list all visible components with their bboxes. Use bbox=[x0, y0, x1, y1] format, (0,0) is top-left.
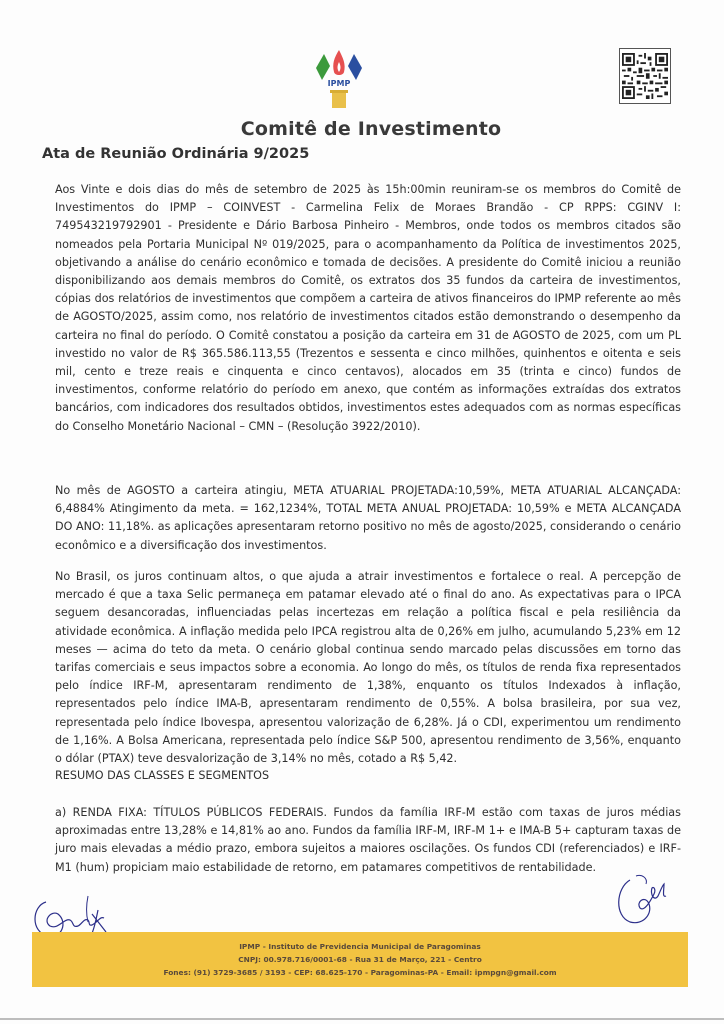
ipmp-torch-logo-icon bbox=[312, 48, 366, 110]
page-title: Comitê de Investimento bbox=[240, 118, 502, 140]
footer-cnpj-address: CNPJ: 00.978.716/0001-68 - Rua 31 de Março, 221 - Centro bbox=[238, 955, 482, 964]
paragraph-fixed-income: a) RENDA FIXA: TÍTULOS PÚBLICOS FEDERAIS. Fundos da família IRF-M estão com taxas de juros médias aproximadas entre 13,28% e 14,81% ao ano. Fundos da família IRF-M, IRF-M 1+ e IMA-B 5+ capturam taxas de juro mais elevadas a médio prazo, embora sujeitos a maiores oscilações. Os fundos CDI (referenciados) e IRF-M1 (hum) propiciam maio estabilidade de retorno, em patamares competitivos de rentabilidade. bbox=[55, 806, 681, 874]
paragraph-goal-results: No mês de AGOSTO a carteira atingiu, META ATUARIAL PROJETADA:10,59%, META ATUARIAL ALCANÇADA: 6,4884% Atingimento da meta. = 162,1234%, TOTAL META ANUAL PROJETADA: 10,59% e META ALCANÇADA DO ANO: 11,18%. as aplicações apresentaram retorno positivo no mês de agosto/2025, considerando o cenário econômico e a diversificação dos investimentos. bbox=[55, 484, 681, 552]
paragraph-economic-scenario: No Brasil, os juros continuam altos, o que ajuda a atrair investimentos e fortalece o real. A percepção de mercado é que a taxa Selic permaneça em patamar elevado até o final do ano. As expectativas para o IPCA seguem desancoradas, influenciadas pelas incertezas em relação a política fiscal e pela resiliência da atividade econômica. A inflação medida pelo IPCA registrou alta de 0,26% em julho, acumulando 5,23% em 12 meses — acima do teto da meta. O cenário global continua sendo marcado pelas discussões em torno das tarifas comerciais e seus impactos sobre a economia. Ao longo do mês, os títulos de renda fixa representados pelo índice IRF-M, apresentaram rendimento de 1,38%, enquanto os títulos Indexados à inflação, representados pelo índice IMA-B, apresentaram rendimento de 0,55%. A bolsa brasileira, por sua vez, representada pelo índice Ibovespa, apresentou valorização de 6,28%. Já o CDI, experimentou um rendimento de 1,16%. A Bolsa Americana, representada pelo índice S&P 500, apresentou rendimento de 3,56%, enquanto o dólar (PTAX) teve desvalorização de 3,14% no mês, cotado a R$ 5,42. bbox=[55, 570, 681, 766]
page-subtitle: Ata de Reunião Ordinária 9/2025 bbox=[42, 146, 310, 162]
svg-text:IPMP: IPMP bbox=[327, 79, 351, 88]
footer-institution-name: IPMP - Instituto de Previdencia Municipal de Paragominas bbox=[239, 942, 481, 951]
handwritten-initials-icon bbox=[608, 872, 672, 928]
scan-edge-divider bbox=[0, 1018, 724, 1020]
qr-code-icon[interactable] bbox=[619, 48, 671, 104]
footer-institution-info bbox=[32, 932, 688, 987]
section-heading-summary: RESUMO DAS CLASSES E SEGMENTOS bbox=[55, 769, 270, 782]
paragraph-meeting-opening: Aos Vinte e dois dias do mês de setembro de 2025 às 15h:00min reuniram-se os membros do Comitê de Investimentos do IPMP – COINVEST - Carmelina Felix de Moraes Brandão - CP RPPS: CGINV I: 749543219792901 - Presidente e Dário Barbosa Pinheiro - Membros, onde todos os membros citados são nomeados pela Portaria Municipal Nº 019/2025, para o acompanhamento da Política de investimentos 2025, objetivando a análise do cenário econômico e tomada de decisões. A presidente do Comitê iniciou a reunião disponibilizando aos demais membros do Comitê, os extratos dos 35 fundos da carteira de investimentos, cópias dos relatórios de investimentos que compõem a carteira de ativos financeiros do IPMP referente ao mês de AGOSTO/2025, assim como, nos relatório de investimentos citados estão demonstrando o desempenho da carteira no final do período. O Comitê constatou a posição da carteira em 31 de AGOSTO de 2025, com um PL investido no valor de R$ 365.586.113,55 (Trezentos e sessenta e cinco milhões, quinhentos e oitenta e seis mil, cento e treze reais e cinquenta e cinco centavos), alocados em 35 (trinta e cinco) fundos de investimentos, conforme relatório do período em anexo, que contém as informações extraídas dos extratos bancários, com indicadores dos resultados obtidos, investimentos estes adequados com as normas específicas do Conselho Monetário Nacional – CMN – (Resolução 3922/2010). bbox=[55, 183, 681, 433]
footer-contact: Fones: (91) 3729-3685 / 3193 - CEP: 68.625-170 - Paragominas-PA - Email: ipmpgn@gmail.com bbox=[163, 968, 557, 977]
